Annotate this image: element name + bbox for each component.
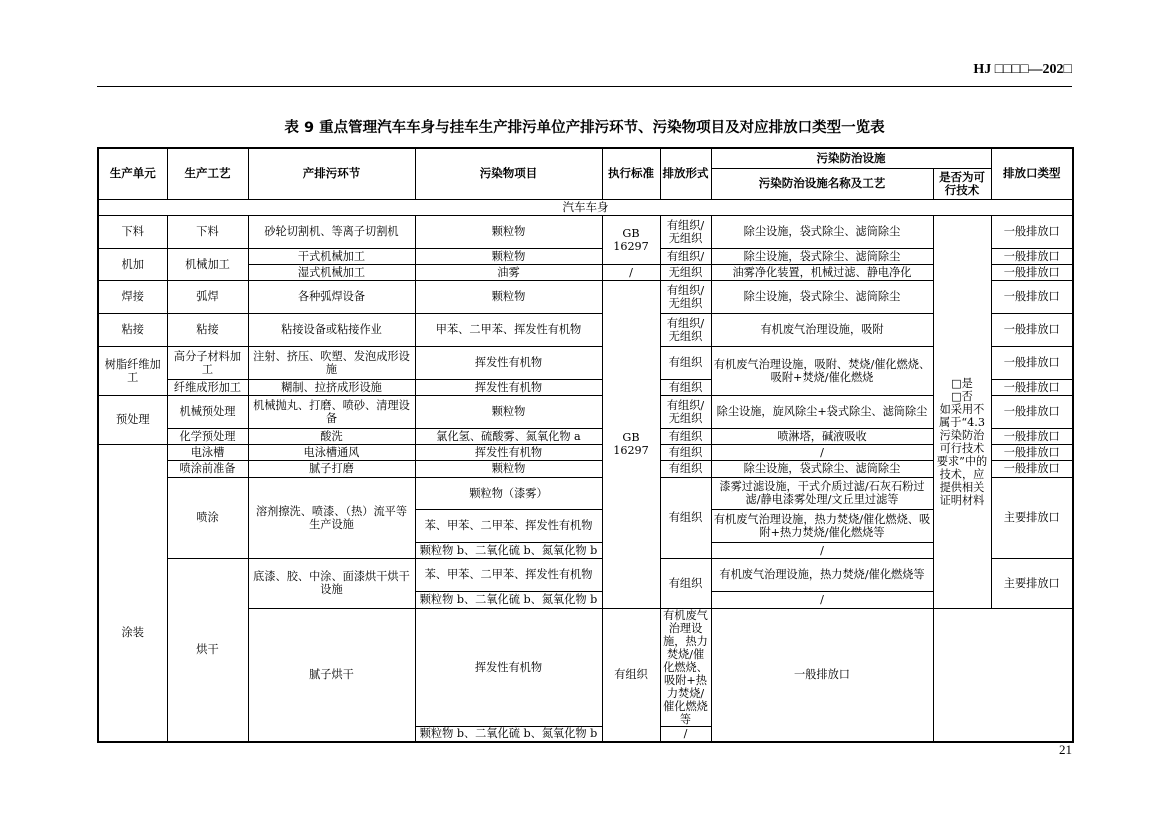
- cell-process: 高分子材料加工: [167, 346, 248, 379]
- cell-pollutant: 颗粒物: [415, 395, 602, 428]
- cell-form: 无组织: [660, 264, 711, 280]
- cell-form: 有组织/无组织: [660, 215, 711, 248]
- col-header-outlet-type: 排放口类型: [991, 148, 1073, 199]
- cell-link: 注射、挤压、吹塑、发泡成形设施: [248, 346, 415, 379]
- cell-facility: 漆雾过滤设施，干式介质过滤/石灰石粉过滤/静电漆雾处理/文丘里过滤等: [711, 477, 933, 509]
- cell-facility: 除尘设施，袋式除尘、滤筒除尘: [711, 248, 933, 264]
- cell-facility: 除尘设施，袋式除尘、滤筒除尘: [711, 460, 933, 477]
- cell-form: 有组织: [660, 346, 711, 379]
- cell-pollutant: 挥发性有机物: [415, 608, 602, 726]
- cell-facility: 除尘设施，旋风除尘+袋式除尘、滤筒除尘: [711, 395, 933, 428]
- cell-link: 腻子烘干: [248, 608, 415, 742]
- cell-pollutant: 苯、甲苯、二甲苯、挥发性有机物: [415, 509, 602, 542]
- cell-pollutant: 颗粒物 b、二氧化硫 b、氮氧化物 b: [415, 726, 602, 742]
- cell-pollutant: 颗粒物 b、二氧化硫 b、氮氧化物 b: [415, 591, 602, 608]
- cell-facility: 有机废气治理设施，吸附: [711, 313, 933, 346]
- col-header-standard: 执行标准: [602, 148, 660, 199]
- cell-link: 机械抛丸、打磨、喷砂、清理设备: [248, 395, 415, 428]
- cell-link: 湿式机械加工: [248, 264, 415, 280]
- cell-link: 粘接设备或粘接作业: [248, 313, 415, 346]
- cell-outlet: 一般排放口: [711, 608, 933, 742]
- cell-form: 有组织: [602, 608, 660, 742]
- cell-form: 有组织/无组织: [660, 313, 711, 346]
- cell-standard: GB 16297: [602, 280, 660, 608]
- table-row: [98, 395, 1073, 428]
- cell-feasible-note: □是 □否 如采用不属于“4.3 污染防治可行技术要求”中的技术，应提供相关证明材料: [933, 215, 991, 608]
- cell-process: 机械加工: [167, 248, 248, 280]
- cell-pollutant: 颗粒物: [415, 248, 602, 264]
- cell-facility: /: [711, 591, 933, 608]
- col-header-facility-name: 污染防治设施名称及工艺: [711, 168, 933, 199]
- cell-unit: 焊接: [98, 280, 167, 313]
- col-header-link: 产排污环节: [248, 148, 415, 199]
- table-row: [98, 280, 1073, 313]
- cell-process: 粘接: [167, 313, 248, 346]
- table-row: [98, 248, 1073, 264]
- page-number: 21: [1059, 742, 1072, 757]
- pollution-table: [97, 147, 1074, 743]
- cell-process: 电泳槽: [167, 444, 248, 460]
- cell-process: 弧焊: [167, 280, 248, 313]
- cell-outlet: 一般排放口: [991, 395, 1073, 428]
- cell-link: 腻子打磨: [248, 460, 415, 477]
- cell-facility: 除尘设施，袋式除尘、滤筒除尘: [711, 215, 933, 248]
- cell-outlet: 一般排放口: [991, 248, 1073, 264]
- cell-outlet: 一般排放口: [991, 379, 1073, 395]
- cell-form: 有组织: [660, 558, 711, 608]
- cell-unit: 粘接: [98, 313, 167, 346]
- cell-process: 化学预处理: [167, 428, 248, 444]
- document-code: HJ □□□□—202□: [973, 62, 1072, 77]
- cell-pollutant: 挥发性有机物: [415, 346, 602, 379]
- col-header-feasible: 是否为可行技术: [933, 168, 991, 199]
- cell-facility: 油雾净化装置，机械过滤、静电净化: [711, 264, 933, 280]
- section-header: 汽车车身: [98, 199, 1073, 215]
- col-header-pollutant: 污染物项目: [415, 148, 602, 199]
- cell-unit: 树脂纤维加工: [98, 346, 167, 395]
- cell-facility: 有机废气治理设施，热力焚烧/催化燃烧、吸附+热力焚烧/催化燃烧等: [711, 509, 933, 542]
- cell-standard: /: [602, 264, 660, 280]
- cell-form: 有组织: [660, 428, 711, 444]
- cell-process: 喷涂前准备: [167, 460, 248, 477]
- cell-link: 砂轮切割机、等离子切割机: [248, 215, 415, 248]
- table-row: [98, 428, 1073, 444]
- cell-form: 有组织/: [660, 248, 711, 264]
- cell-facility: 喷淋塔，碱液吸收: [711, 428, 933, 444]
- cell-pollutant: 颗粒物 b、二氧化硫 b、氮氧化物 b: [415, 542, 602, 558]
- col-header-emission-form: 排放形式: [660, 148, 711, 199]
- cell-process: 下料: [167, 215, 248, 248]
- cell-process: 喷涂: [167, 477, 248, 558]
- cell-facility: 有机废气治理设施，热力焚烧/催化燃烧、吸附+热力焚烧/催化燃烧等: [660, 608, 711, 726]
- cell-process: 纤维成形加工: [167, 379, 248, 395]
- cell-link: 溶剂擦洗、喷漆、（热）流平等生产设施: [248, 477, 415, 558]
- cell-standard: GB 16297: [602, 215, 660, 264]
- cell-process: 烘干: [167, 558, 248, 742]
- cell-unit: 下料: [98, 215, 167, 248]
- table-title: 表 9 重点管理汽车车身与挂车生产排污单位产排污环节、污染物项目及对应排放口类型一览表: [284, 120, 885, 136]
- cell-outlet: 主要排放口: [991, 477, 1073, 558]
- cell-facility: 有机废气治理设施，热力焚烧/催化燃烧等: [711, 558, 933, 591]
- cell-pollutant: 氯化氢、硫酸雾、氮氧化物 a: [415, 428, 602, 444]
- cell-link: 各种弧焊设备: [248, 280, 415, 313]
- cell-facility: /: [711, 444, 933, 460]
- col-header-unit: 生产单元: [98, 148, 167, 199]
- cell-facility: /: [711, 542, 933, 558]
- cell-outlet: 一般排放口: [991, 346, 1073, 379]
- cell-outlet: 主要排放口: [991, 558, 1073, 608]
- cell-form: 有组织: [660, 379, 711, 395]
- cell-outlet: 一般排放口: [991, 280, 1073, 313]
- cell-outlet: 一般排放口: [991, 460, 1073, 477]
- table-row: [98, 444, 1073, 460]
- table-row: [98, 215, 1073, 248]
- cell-pollutant: 苯、甲苯、二甲苯、挥发性有机物: [415, 558, 602, 591]
- header-rule: [97, 86, 1072, 87]
- table-row: [98, 460, 1073, 477]
- table-row: [98, 558, 1073, 591]
- cell-pollutant: 颗粒物: [415, 215, 602, 248]
- cell-pollutant: 油雾: [415, 264, 602, 280]
- cell-facility: /: [660, 726, 711, 742]
- cell-unit: 涂装: [98, 444, 167, 742]
- cell-link: 干式机械加工: [248, 248, 415, 264]
- cell-pollutant: 挥发性有机物: [415, 379, 602, 395]
- cell-outlet: 一般排放口: [991, 313, 1073, 346]
- cell-form: 有组织/无组织: [660, 280, 711, 313]
- cell-form: 有组织: [660, 460, 711, 477]
- cell-pollutant: 甲苯、二甲苯、挥发性有机物: [415, 313, 602, 346]
- col-header-process: 生产工艺: [167, 148, 248, 199]
- cell-form: 有组织: [660, 444, 711, 460]
- cell-outlet: 一般排放口: [991, 264, 1073, 280]
- cell-form: 有组织/无组织: [660, 395, 711, 428]
- cell-form: 有组织: [660, 477, 711, 558]
- cell-pollutant: 颗粒物: [415, 460, 602, 477]
- cell-outlet: 一般排放口: [991, 215, 1073, 248]
- table-row: [98, 346, 1073, 379]
- cell-process: 机械预处理: [167, 395, 248, 428]
- cell-link: 底漆、胶、中涂、面漆烘干烘干设施: [248, 558, 415, 608]
- cell-link: 酸洗: [248, 428, 415, 444]
- cell-facility: 有机废气治理设施，吸附、焚烧/催化燃烧、吸附+焚烧/催化燃烧: [711, 346, 933, 395]
- col-header-facility-group: 污染防治设施: [711, 148, 991, 168]
- cell-pollutant: 颗粒物: [415, 280, 602, 313]
- cell-outlet: 一般排放口: [991, 428, 1073, 444]
- cell-unit: 机加: [98, 248, 167, 280]
- cell-unit: 预处理: [98, 395, 167, 444]
- table-row: [98, 477, 1073, 509]
- cell-pollutant: 挥发性有机物: [415, 444, 602, 460]
- cell-link: 电泳槽通风: [248, 444, 415, 460]
- cell-link: 糊制、拉挤成形设施: [248, 379, 415, 395]
- table-row: [98, 313, 1073, 346]
- cell-facility: 除尘设施，袋式除尘、滤筒除尘: [711, 280, 933, 313]
- cell-outlet: 一般排放口: [991, 444, 1073, 460]
- cell-pollutant: 颗粒物（漆雾）: [415, 477, 602, 509]
